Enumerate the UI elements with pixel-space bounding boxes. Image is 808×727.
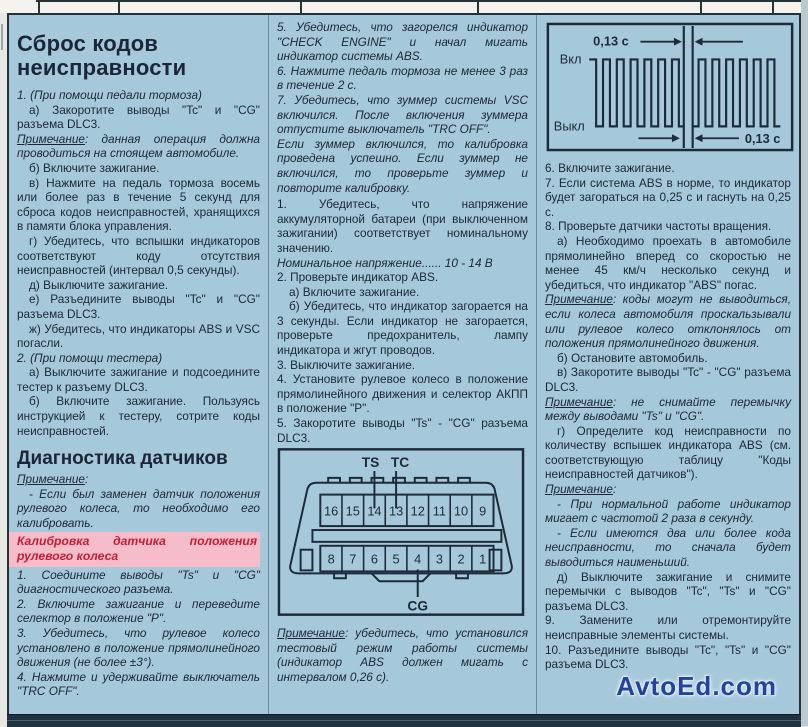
note xyxy=(277,626,528,684)
list-item: Если зуммер включился, то калибровка проведена успешно. Если зуммер не включился, то проверьте зуммер и повторите калибровку. xyxy=(277,136,528,195)
pin-number: 8 xyxy=(327,551,335,567)
list-item: а) Включите зажигание. xyxy=(289,284,420,299)
section-title: Диагностика датчиков xyxy=(17,448,228,470)
note-label: Примечание xyxy=(545,482,613,497)
dlc3-connector-diagram xyxy=(277,447,525,617)
time-label-top: 0,13 с xyxy=(593,33,629,49)
spec-value: Номинальное напряжение...... 10 - 14 В xyxy=(277,255,493,270)
column-procedure-right xyxy=(536,15,799,724)
list-item: 1. Убедитесь, что напряжение аккумуляторной батареи (при выключенном зажигании) соответствует номинальному значению. xyxy=(277,197,528,255)
note-label: Примечание xyxy=(545,292,613,307)
list-item: 1. Соедините выводы "Ts" и "CG" диагностического разъема. xyxy=(17,567,260,597)
list-item: 6. Включите зажигание. xyxy=(545,161,675,175)
list-item: г) Убедитесь, что вспышки индикаторов соответствуют коду отсутствия неисправностей (интервал 0,5 секунды). xyxy=(17,233,260,278)
dlc3-connector-figure xyxy=(277,447,528,622)
list-item: 6. Нажмите педаль тормоза не менее 3 раз в течение 2 с. xyxy=(277,63,528,93)
table-grid-line xyxy=(700,0,702,13)
note-label: Примечание xyxy=(277,626,345,641)
list-item: 7. Если система ABS в норме, то индикатор будет загораться на 0,25 с и гаснуть на 0,25 с. xyxy=(545,175,791,219)
note-label: Примечание xyxy=(17,472,85,487)
pin-number: 5 xyxy=(392,551,400,567)
list-item: а) Необходимо проехать в автомобиле прямолинейно вперед со скоростью не менее 45 км/ч несколько секунд и убедиться, что индикатор "ABS" погас. xyxy=(545,233,791,292)
pin-number: 11 xyxy=(432,503,447,519)
pin-number: 15 xyxy=(345,503,360,519)
note-text: : не снимайте перемычку между выводами "Ts" и "CG". xyxy=(545,394,791,424)
list-item: 3. Убедитесь, что рулевое колесо установлено в положение прямолинейного движения (не более ±3°). xyxy=(17,626,260,670)
note-text: : xyxy=(84,472,89,487)
waveform-off-label: Выкл xyxy=(553,118,585,134)
list-item: 2. Проверьте индикатор ABS. xyxy=(277,270,439,285)
abs-indicator-waveform-figure xyxy=(545,22,791,157)
pin-number: 10 xyxy=(453,503,469,519)
list-item: б) Включите зажигание. xyxy=(29,160,160,175)
scan-artifact xyxy=(1,24,3,50)
note xyxy=(545,395,791,424)
pin-number: 7 xyxy=(349,551,357,567)
list-item: д) Выключите зажигание и снимите перемычки с выводов "Tc", "Ts" и "CG" разъема DLC3. xyxy=(545,569,791,613)
note xyxy=(545,292,791,350)
note-item: - Если был заменен датчик положения рулевого колеса, то необходимо его калибровать. xyxy=(17,486,260,531)
list-item: 2. (При помощи тестера) xyxy=(17,350,163,365)
note-item: - Если имеются два или более кода неисправности, то сначала будет выводиться наименьший. xyxy=(545,525,791,570)
pin-label-tc: TC xyxy=(390,455,410,471)
time-label-bottom: 0,13 с xyxy=(744,131,781,147)
list-item: 1. (При помощи педали тормоза) xyxy=(17,88,202,102)
pin-number: 1 xyxy=(479,551,487,567)
list-item: б) Остановите автомобиль. xyxy=(557,350,708,365)
table-grid-line xyxy=(772,0,774,13)
pin-number: 9 xyxy=(479,503,487,519)
note xyxy=(17,132,260,161)
column-reset-codes xyxy=(9,15,268,724)
list-item: 8. Проверьте датчики частоты вращения. xyxy=(545,219,772,234)
note-label: Примечание xyxy=(17,131,85,146)
list-item: в) Нажмите на педаль тормоза восемь или более раз в течение 5 секунд для сброса кодов неисправностей, хранящихся в памяти блока управления. xyxy=(17,175,260,234)
highlighted-subsection-title: Калибровка датчика положения рулевого колеса xyxy=(9,532,260,567)
column-procedure-middle xyxy=(268,15,536,724)
page-bottom-border xyxy=(7,714,801,727)
table-border-line xyxy=(36,0,808,2)
note xyxy=(17,472,260,487)
table-grid-line xyxy=(38,0,40,13)
list-item: д) Выключите зажигание. xyxy=(29,277,169,292)
list-item: 5. Закоротите выводы "Ts" - "CG" разъема DLC3. xyxy=(277,416,528,445)
note-item: - При нормальной работе индикатор мигает с частотой 2 раза в секунду. xyxy=(545,496,791,526)
top-table-fragment xyxy=(0,0,808,13)
pin-number: 6 xyxy=(370,551,378,567)
page-edge xyxy=(801,0,808,726)
list-item: ж) Убедитесь, что индикаторы ABS и VSC погасли. xyxy=(17,321,260,351)
pin-number: 4 xyxy=(414,551,422,567)
waveform-diagram xyxy=(545,22,795,152)
manual-panel xyxy=(7,13,801,726)
pin-label-cg: CG xyxy=(407,598,429,614)
note-text: : xyxy=(612,482,617,497)
list-item: б) Включите зажигание. Пользуясь инструкцией к тестеру, сотрите коды неисправностей. xyxy=(17,394,260,438)
list-item: 9. Замените или отремонтируйте неисправные элементы системы. xyxy=(545,613,791,642)
list-item: 4. Установите рулевое колесо в положение прямолинейного движения и селектор АКПП в положение "P". xyxy=(277,372,528,416)
list-item: 7. Убедитесь, что зуммер системы VSC включился. После включения зуммера отпустите выключатель "TRC OFF". xyxy=(277,92,528,137)
note xyxy=(545,482,791,497)
table-grid-line xyxy=(300,0,302,13)
pin-number: 14 xyxy=(367,503,382,519)
list-item: в) Закоротите выводы "Tc" - "CG" разъема DLC3. xyxy=(545,365,791,394)
list-item: г) Определите код неисправности по количеству вспышек индикатора ABS (см. соответствующую таблицу "Коды неисправностей датчиков"). xyxy=(545,423,791,482)
border-inner-line xyxy=(7,720,801,721)
note-label: Примечание xyxy=(545,394,613,409)
pin-number: 3 xyxy=(435,551,443,567)
list-item: б) Убедитесь, что индикатор загорается на 3 секунды. Если индикатор не загорается, проверьте предохранитель, лампу индикатора и жгут проводов. xyxy=(277,299,528,358)
note-text: : коды могут не выводиться, если колеса автомобиля проскальзывали или рулевое колесо отклонялось от положения прямолинейного движения. xyxy=(545,292,791,351)
page-title: Сброс кодов неисправности xyxy=(17,31,187,80)
note-text: : убедитесь, что установился тестовый режим работы системы (индикатор ABS должен мигать с интервалом 0,26 с). xyxy=(277,626,528,684)
list-item: 2. Включите зажигание и переведите селектор в положение "P". xyxy=(17,596,260,626)
table-grid-line xyxy=(477,0,479,13)
pin-label-ts: TS xyxy=(361,455,380,471)
pin-number: 16 xyxy=(324,503,339,519)
waveform-on-label: Вкл xyxy=(559,51,582,67)
list-item: 3. Выключите зажигание. xyxy=(277,357,416,372)
list-item: 5. Убедитесь, что загорелся индикатор "CHECK ENGINE" и начал мигать индикатор системы ABS. xyxy=(277,20,528,64)
list-item: а) Закоротите выводы "Tc" и "CG" разъема DLC3. xyxy=(17,102,260,132)
list-item: е) Разъедините выводы "Tc" и "CG" разъема DLC3. xyxy=(17,292,260,321)
pin-number: 13 xyxy=(388,503,404,519)
list-item: 4. Нажмите и удерживайте выключатель "TRC OFF". xyxy=(17,669,260,699)
note-text: : данная операция должна проводиться на стоящем автомобиле. xyxy=(17,131,260,161)
pin-number: 2 xyxy=(457,551,465,567)
list-item: а) Выключите зажигание и подсоедините тестер к разъему DLC3. xyxy=(17,365,260,394)
table-grid-line xyxy=(118,0,120,13)
watermark: AvtoEd.com xyxy=(616,671,777,701)
list-item: 10. Разъедините выводы "Tc", "Ts" и "CG" разъема DLC3. xyxy=(545,642,791,672)
pin-number: 12 xyxy=(410,503,425,519)
